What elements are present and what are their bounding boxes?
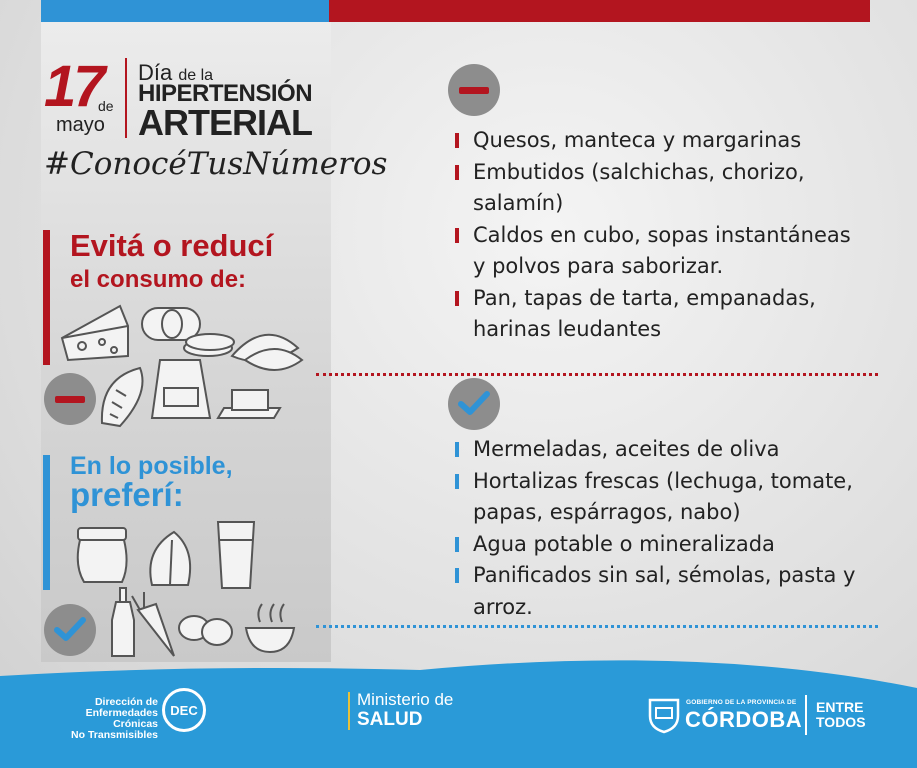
- avoid-subtitle: el consumo de:: [70, 266, 247, 293]
- salami-icon: [142, 308, 234, 356]
- list-item: Panificados sin sal, sémolas, pasta y arroz.: [455, 560, 855, 623]
- bread-icon: [102, 368, 143, 426]
- ministerio-accent: [348, 692, 350, 730]
- avoid-list-minus-badge: [448, 64, 500, 116]
- check-icon: [458, 390, 490, 418]
- title-arterial: ARTERIAL: [138, 102, 312, 143]
- list-item: Embutidos (salchichas, chorizo, salamín): [455, 157, 851, 220]
- date-divider: [125, 58, 127, 138]
- ministerio-label: Ministerio de: [357, 690, 454, 709]
- avoid-title: Evitá o reducí: [70, 228, 274, 263]
- prefer-subtitle: preferí:: [70, 476, 184, 513]
- footer-divider: [805, 695, 807, 735]
- top-bar-blue: [41, 0, 329, 22]
- list-item: Quesos, manteca y margarinas: [455, 125, 851, 157]
- avoid-list: [455, 125, 851, 346]
- list-item: Mermeladas, aceites de oliva: [455, 434, 855, 466]
- list-item: Agua potable o mineralizada: [455, 529, 855, 561]
- avoid-accent-bar: [43, 230, 50, 365]
- butter-icon: [218, 390, 280, 418]
- top-bar-red: [329, 0, 870, 22]
- water-glass-icon: [218, 522, 254, 588]
- date-month: mayo: [56, 114, 105, 136]
- empanada-icon: [232, 335, 302, 370]
- dec-logo: DEC: [162, 688, 206, 732]
- cordoba-label: CÓRDOBA: [685, 707, 803, 732]
- cordoba-shield-icon: [648, 696, 680, 734]
- minus-icon: [459, 87, 489, 94]
- title-dela: de la: [178, 67, 214, 84]
- salud-label: SALUD: [357, 709, 423, 730]
- divider-dotted-blue: [316, 625, 878, 628]
- gobierno-label: GOBIERNO DE LA PROVINCIA DE: [686, 699, 797, 706]
- entre-todos-logo: ENTRE TODOS: [816, 699, 866, 730]
- date-day: 17: [44, 54, 103, 119]
- avoid-food-illustrations: [60, 298, 310, 428]
- prefer-accent-bar: [43, 455, 50, 590]
- divider-dotted-red: [316, 373, 878, 376]
- date-de: de: [98, 98, 114, 114]
- minus-icon: [55, 396, 85, 403]
- avoid-minus-badge: [44, 373, 96, 425]
- title-hipertension: HIPERTENSIÓN: [138, 80, 313, 107]
- direccion-text: Dirección de Enfermedades Crónicas No Transmisibles: [71, 696, 158, 741]
- list-item: Caldos en cubo, sopas instantáneas y polvos para saborizar.: [455, 220, 851, 283]
- jam-jar-icon: [78, 528, 127, 582]
- prefer-title: En lo posible,: [70, 452, 233, 480]
- prefer-list: [455, 434, 855, 623]
- prefer-list-check-badge: [448, 378, 500, 430]
- flour-sack-icon: [152, 360, 210, 418]
- cheese-icon: [62, 306, 128, 360]
- hashtag: #ConocéTusNúmeros: [44, 146, 388, 182]
- title-dia-word: Día: [138, 60, 173, 85]
- list-item: Pan, tapas de tarta, empanadas, harinas leudantes: [455, 283, 851, 346]
- lettuce-icon: [150, 532, 190, 585]
- list-item: Hortalizas frescas (lechuga, tomate, papas, espárragos, nabo): [455, 466, 855, 529]
